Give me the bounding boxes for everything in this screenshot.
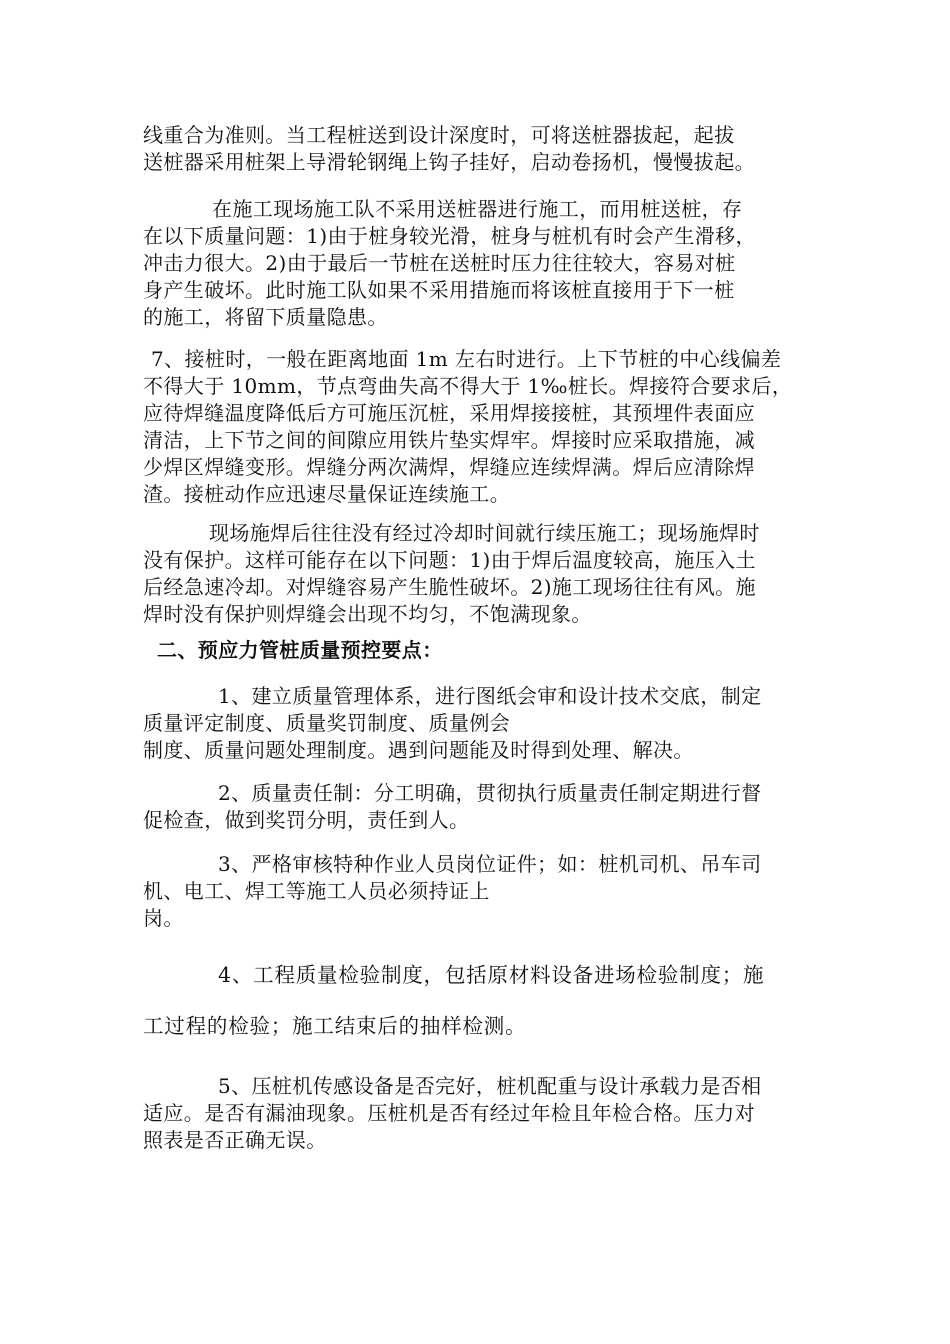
paragraph-3-line-1: 7、接桩时，一般在距离地面 1m 左右时进行。上下节桩的中心线偏差 <box>151 347 782 371</box>
section-heading: 二、预应力管桩质量预控要点： <box>157 638 443 662</box>
paragraph-2-line-5: 的施工，将留下质量隐患。 <box>143 305 388 329</box>
paragraph-1-line-2: 送桩器采用桩架上导滑轮钢绳上钩子挂好，启动卷扬机，慢慢拔起。 <box>143 150 755 174</box>
paragraph-4-line-2: 没有保护。这样可能存在以下问题：1)由于焊后温度较高，施压入土 <box>143 548 756 572</box>
item-1-line-3: 制度、质量问题处理制度。遇到问题能及时得到处理、解决。 <box>143 738 694 762</box>
paragraph-4-line-3: 后经急速冷却。对焊缝容易产生脆性破坏。2)施工现场往往有风。施 <box>143 575 756 599</box>
item-2-line-2: 促检查，做到奖罚分明，责任到人。 <box>143 808 470 832</box>
paragraph-4-line-1: 现场施焊后往往没有经过冷却时间就行续压施工；现场施焊时 <box>209 521 760 545</box>
paragraph-1-line-1: 线重合为准则。当工程桩送到设计深度时，可将送桩器拔起，起拔 <box>143 123 735 147</box>
item-1-line-2: 质量评定制度、质量奖罚制度、质量例会 <box>143 711 511 735</box>
item-5-line-3: 照表是否正确无误。 <box>143 1128 327 1152</box>
item-3-line-1: 3、严格审核特种作业人员岗位证件；如：桩机司机、吊车司 <box>218 852 762 876</box>
item-2-line-1: 2、质量责任制：分工明确，贯彻执行质量责任制定期进行督 <box>218 781 762 805</box>
paragraph-4-line-4: 焊时没有保护则焊缝会出现不均匀，不饱满现象。 <box>143 602 592 626</box>
paragraph-3-line-6: 渣。接桩动作应迅速尽量保证连续施工。 <box>143 482 511 506</box>
paragraph-2-line-3: 冲击力很大。2)由于最后一节桩在送桩时压力往往较大，容易对桩 <box>143 251 736 275</box>
paragraph-3-line-5: 少焊区焊缝变形。焊缝分两次满焊，焊缝应连续焊满。焊后应清除焊 <box>143 455 755 479</box>
paragraph-2-line-4: 身产生破坏。此时施工队如果不采用措施而将该桩直接用于下一桩 <box>143 278 735 302</box>
item-4-line-1: 4、工程质量检验制度，包括原材料设备进场检验制度；施 <box>218 963 765 987</box>
item-5-line-2: 适应。是否有漏油现象。压桩机是否有经过年检且年检合格。压力对 <box>143 1101 755 1125</box>
item-4-line-2: 工过程的检验；施工结束后的抽样检测。 <box>143 1014 527 1038</box>
item-5-line-1: 5、压桩机传感设备是否完好，桩机配重与设计承载力是否相 <box>218 1074 762 1098</box>
item-3-line-2: 机、电工、焊工等施工人员必须持证上 <box>143 879 490 903</box>
item-3-line-3: 岗。 <box>143 906 184 930</box>
item-1-line-1: 1、建立质量管理体系，进行图纸会审和设计技术交底，制定 <box>218 684 762 708</box>
paragraph-3-line-4: 清洁，上下节之间的间隙应用铁片垫实焊牢。焊接时应采取措施，减 <box>143 428 755 452</box>
paragraph-3-line-3: 应待焊缝温度降低后方可施压沉桩，采用焊接接桩，其预埋件表面应 <box>143 401 755 425</box>
paragraph-2-line-2: 在以下质量问题：1)由于桩身较光滑，桩身与桩机有时会产生滑移， <box>143 224 756 248</box>
paragraph-2-line-1: 在施工现场施工队不采用送桩器进行施工，而用桩送桩，存 <box>212 197 743 221</box>
paragraph-3-line-2: 不得大于 10mm，节点弯曲失高不得大于 1‰桩长。焊接符合要求后， <box>143 374 793 398</box>
